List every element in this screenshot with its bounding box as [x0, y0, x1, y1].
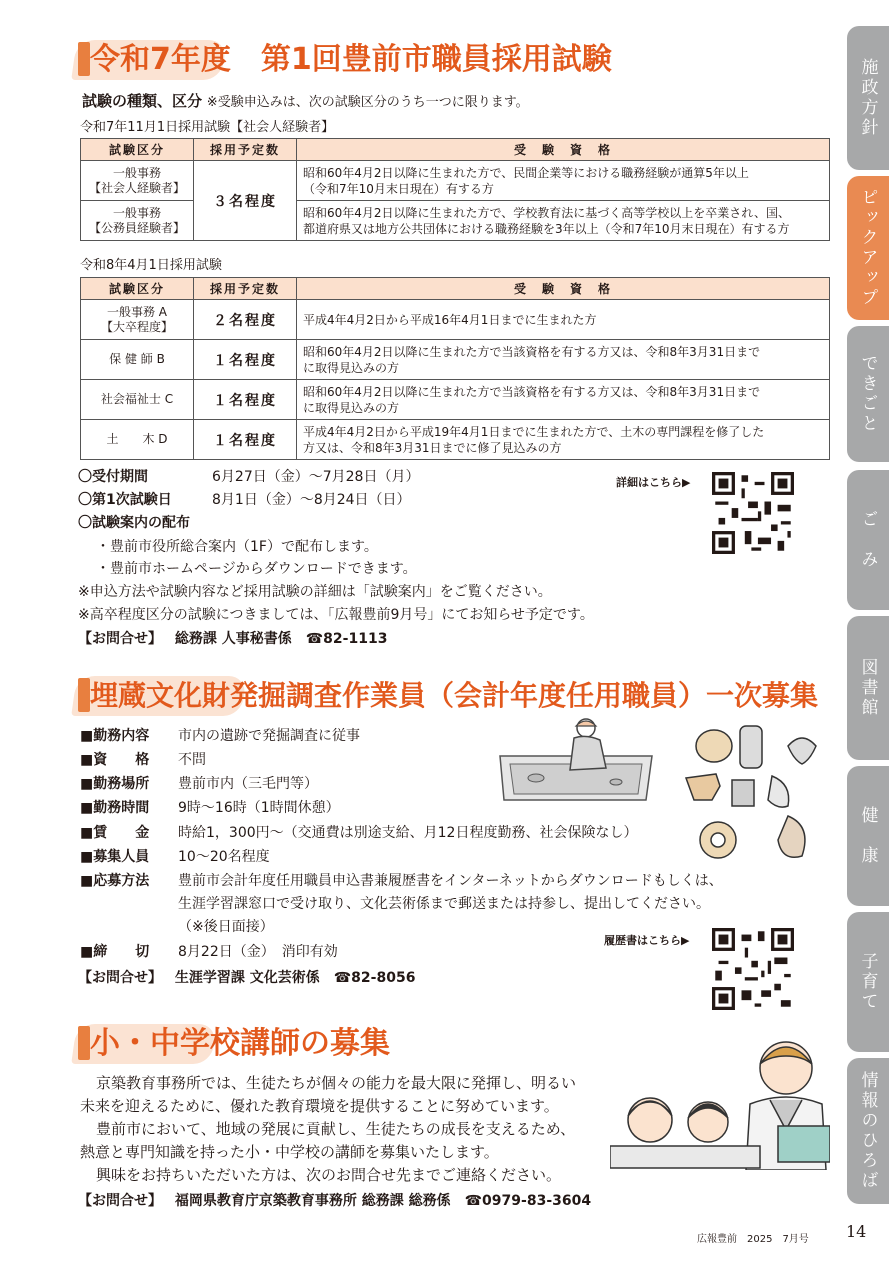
deadline-line: [80, 941, 338, 961]
job-item: ■勤務内容 市内の遺跡で発掘調査に従事: [80, 728, 360, 744]
col-category: 試験区分: [81, 139, 194, 161]
contact-line: [78, 628, 387, 648]
col-count: 採用予定数: [194, 278, 297, 300]
para-line: 京築教育事務所では、生徒たちが個々の能力を最大限に発揮し、明るい: [96, 1074, 577, 1092]
tab-childcare[interactable]: 子育て: [847, 912, 889, 1052]
table-row: [81, 340, 830, 380]
category-cell: 一般事務 【社会人経験者】: [81, 161, 194, 201]
guide-item: ・豊前市ホームページからダウンロードできます。: [96, 561, 417, 577]
count-cell: ３名程度: [194, 161, 297, 241]
publication-name: 広報豊前 2025 7月号: [697, 1234, 809, 1245]
contact-line: [78, 967, 415, 987]
types-heading: 試験の種類、区分: [82, 92, 203, 110]
section1-title-accent: [78, 42, 90, 76]
job-item: ■賃 金 時給1，300円～（交通費は別途支給、月12日程度勤務、社会保険なし）: [80, 825, 638, 841]
exam-day-line: [78, 489, 411, 509]
tab-pickup[interactable]: ピックアップ: [847, 176, 889, 320]
period-label: 〇受付期間: [78, 469, 148, 485]
types-line: [82, 90, 529, 111]
qualification-cell: 平成4年4月2日から平成16年4月1日までに生まれた方: [297, 300, 830, 340]
qualification-cell: 昭和60年4月2日以降に生まれた方で当該資格を有する方又は、令和8年3月31日まで に取得見込みの方: [297, 380, 830, 420]
count-cell: １名程度: [194, 340, 297, 380]
qualification-cell: 昭和60年4月2日以降に生まれた方で、学校教育法に基づく高等学校以上を卒業され、国、 都道府県又は地方公共団体における職務経験を3年以上（令和7年10月末日現在）有する方: [297, 201, 830, 241]
contact-value: 総務課 人事秘書係 ☎82-1113: [174, 631, 388, 647]
qr-code-icon[interactable]: [712, 928, 794, 1010]
job-item: ■勤務場所 豊前市内（三毛門等）: [80, 776, 318, 792]
page-number: 14: [846, 1222, 867, 1241]
tab-library[interactable]: 図書館: [847, 616, 889, 760]
exam1-table: [80, 138, 830, 241]
col-qualification: 受 験 資 格: [297, 139, 830, 161]
apply-cont: 生涯学習課窓口で受け取り、文化芸術係まで郵送または持参し、提出してください。: [178, 896, 710, 912]
qr-code-icon[interactable]: [712, 472, 794, 554]
types-note: ※受験申込みは、次の試験区分のうち一つに限ります。: [206, 95, 529, 110]
table-row: [81, 380, 830, 420]
table-row: [81, 161, 830, 201]
contact-label: 【お問合せ】: [78, 631, 162, 647]
exam-day-label: 〇第1次試験日: [78, 492, 172, 508]
para-line: 熱意と専門知識を持った小・中学校の講師を募集いたします。: [80, 1143, 499, 1161]
col-qualification: 受 験 資 格: [297, 278, 830, 300]
col-category: 試験区分: [81, 278, 194, 300]
teacher-students-illustration: [610, 1034, 830, 1170]
exam2-table: [80, 277, 830, 460]
count-cell: ２名程度: [194, 300, 297, 340]
contact-value: 生涯学習課 文化芸術係 ☎82-8056: [174, 970, 416, 986]
exam-day-value: 8月1日（金）～8月24日（日）: [212, 492, 411, 508]
category-cell: 社会福祉士 C: [81, 380, 194, 420]
section3-title-accent: [78, 1026, 90, 1060]
exam1-heading: 令和7年11月1日採用試験【社会人経験者】: [80, 120, 335, 135]
table-row: [81, 201, 830, 241]
qualification-cell: 昭和60年4月2日以降に生まれた方で、民間企業等における職務経験が通算5年以上 （令和7年10月末日現在）有する方: [297, 161, 830, 201]
count-cell: １名程度: [194, 420, 297, 460]
contact-value: 福岡県教育庁京築教育事務所 総務課 総務係 ☎0979-83-3604: [174, 1193, 592, 1209]
deadline-label: ■締 切: [80, 944, 150, 960]
qr-label: 履歴書はこちら▶: [604, 934, 690, 947]
table-row: [81, 420, 830, 460]
category-cell: 保 健 師 B: [81, 340, 194, 380]
section1-title: 令和7年度 第1回豊前市職員採用試験: [90, 42, 612, 77]
guide-item: ・豊前市役所総合案内（1F）で配布します。: [96, 539, 378, 555]
note: ※申込方法や試験内容など採用試験の詳細は「試験案内」をご覧ください。: [78, 584, 552, 600]
tab-policy[interactable]: 施政方針: [847, 26, 889, 170]
para-line: 未来を迎えるために、優れた教育環境を提供することに努めています。: [80, 1097, 559, 1115]
contact-line: [78, 1190, 591, 1210]
guide-label: 〇試験案内の配布: [78, 515, 190, 531]
qr-label: 詳細はこちら▶: [616, 476, 691, 489]
contact-label: 【お問合せ】: [78, 970, 162, 986]
para-line: 興味をお持ちいただいた方は、次のお問合せ先までご連絡ください。: [96, 1166, 562, 1184]
col-count: 採用予定数: [194, 139, 297, 161]
period-line: [78, 466, 419, 486]
artifacts-illustration: [676, 716, 832, 868]
tab-health[interactable]: 健 康: [847, 766, 889, 906]
job-item: ■勤務時間 9時～16時（1時間休憩）: [80, 800, 340, 816]
section2-title-accent: [78, 678, 90, 712]
section3-title: 小・中学校講師の募集: [90, 1026, 390, 1061]
count-cell: １名程度: [194, 380, 297, 420]
period-value: 6月27日（金）～7月28日（月）: [212, 469, 420, 485]
exam2-heading: 令和8年4月1日採用試験: [80, 258, 222, 273]
tab-events[interactable]: できごと: [847, 326, 889, 462]
job-item: ■応募方法 豊前市会計年度任用職員申込書兼履歴書をインターネットからダウンロードもしくは、: [80, 873, 723, 889]
job-item: ■資 格 不問: [80, 752, 206, 768]
section2-title: 埋蔵文化財発掘調査作業員（会計年度任用職員）一次募集: [90, 679, 819, 712]
note: ※高卒程度区分の試験につきましては、「広報豊前9月号」にてお知らせ予定です。: [78, 607, 594, 623]
contact-label: 【お問合せ】: [78, 1193, 162, 1209]
category-cell: 一般事務 【公務員経験者】: [81, 201, 194, 241]
category-cell: 土 木 D: [81, 420, 194, 460]
table-row: [81, 300, 830, 340]
deadline-value: 8月22日（金） 消印有効: [178, 944, 338, 960]
tab-garbage[interactable]: ご み: [847, 470, 889, 610]
job-item: ■募集人員 10～20名程度: [80, 849, 270, 865]
qualification-cell: 昭和60年4月2日以降に生まれた方で当該資格を有する方又は、令和8年3月31日まで に取得見込みの方: [297, 340, 830, 380]
tab-info[interactable]: 情報のひろば: [847, 1058, 889, 1204]
category-cell: 一般事務 A 【大卒程度】: [81, 300, 194, 340]
excavation-illustration: [496, 716, 656, 802]
para-line: 豊前市において、地域の発展に貢献し、生徒たちの成長を支えるため、: [96, 1120, 576, 1138]
apply-cont: （※後日面接）: [178, 919, 274, 935]
qualification-cell: 平成4年4月2日から平成19年4月1日までに生まれた方で、土木の専門課程を修了した 方又は、令和8年3月31日までに修了見込みの方: [297, 420, 830, 460]
